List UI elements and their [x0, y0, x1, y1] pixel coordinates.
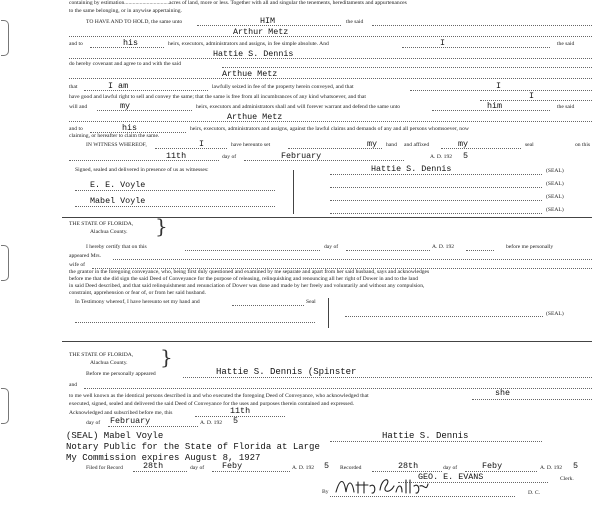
fill-year-1: 5 — [463, 151, 469, 161]
state-heading: THE STATE OF FLORIDA, — [69, 352, 134, 358]
certify-end: before me personally — [506, 244, 554, 250]
ad-label: A. D. 192 — [292, 465, 315, 471]
fill-line — [212, 471, 290, 472]
fill-line — [97, 110, 192, 111]
ad-prefix: A. D. 192 — [430, 154, 453, 160]
habendum-suffix: the said — [346, 19, 364, 25]
witness-on: on this — [575, 142, 591, 148]
known-line-2: executed, signed, sealed and delivered the said Deed of Conveyance for the uses and purposes therein contained and expressed. — [69, 401, 355, 407]
fill-him-2: him — [487, 101, 503, 111]
fill-filed-month: Feby — [222, 461, 243, 471]
fill-line — [84, 388, 592, 389]
seal-label: (SEAL) — [546, 194, 564, 200]
will-prefix: will and — [69, 104, 88, 110]
fill-line — [441, 148, 521, 149]
certify-line: I hereby certify that on this — [86, 244, 147, 250]
dower-body-4: constraint, apprehension or fear of, or from her said husband. — [69, 290, 207, 296]
witness-affixed: and affixed — [404, 142, 430, 148]
that-mid: lawfully seized in fee of the property herein conveyed, and that — [212, 84, 354, 90]
fill-i-2: I — [496, 81, 502, 91]
filed-for-record: Filed for Record — [86, 465, 123, 471]
dower-body-2: before me that she did sign the said Deed of Conveyance for the purpose of releasing, relinquishing and renouncing all her right of Dower in and to the land — [69, 276, 419, 282]
fill-filed-day: 28th — [143, 461, 164, 471]
will-mid: heirs, executors and administrators shall and will forever warrant and defend the same unto — [196, 104, 401, 110]
section-divider — [62, 217, 592, 218]
witness-prefix: IN WITNESS WHEREOF, — [86, 142, 147, 148]
witness-line — [75, 206, 275, 207]
his-line-end: the said — [557, 41, 575, 47]
fill-line — [108, 426, 198, 427]
fill-line — [466, 250, 494, 251]
seal-label: (SEAL) — [546, 181, 564, 187]
claiming-text: claiming, or hereafter to claim the same. — [69, 133, 160, 139]
his-line-text: heirs, executors, administrators and assigns, in fee simple absolute. And — [168, 41, 329, 47]
fill-him-1: HIM — [260, 16, 276, 26]
witness-bracket — [293, 170, 294, 214]
witness-hand: hand — [386, 142, 397, 148]
fill-line — [372, 25, 592, 26]
certify-day-of: day of — [324, 244, 339, 250]
ad-prefix: A. D. 192 — [200, 420, 223, 426]
fill-i-1: I — [440, 38, 446, 48]
seal-bracket — [328, 298, 329, 328]
fill-year-2: 5 — [233, 416, 239, 426]
deputy-clerk-signature — [332, 472, 432, 498]
fill-line — [232, 305, 304, 306]
will-end: the said — [557, 104, 575, 110]
have-good-text: have good and lawful right to sell and convey the same; that the same is free from all incumbrances of any kind whatsoever, and that — [69, 94, 366, 100]
fill-line — [155, 148, 227, 149]
fill-clerk-name: GEO. E. EVANS — [418, 472, 484, 482]
fill-she: she — [495, 388, 511, 398]
by-label: By — [322, 489, 329, 495]
signature-line — [330, 187, 542, 188]
fill-i-4: I — [199, 139, 205, 149]
signature-line — [330, 200, 542, 201]
brace: } — [160, 345, 173, 369]
county-heading: Alachua County. — [90, 360, 128, 366]
fill-signer-2: Hattie S. Dennis — [382, 431, 469, 441]
fill-rec-day: 28th — [398, 461, 419, 471]
recorded-label: Recorded — [340, 465, 362, 471]
clerk-label: Clerk. — [560, 476, 574, 482]
and-word: and — [69, 382, 78, 388]
before-me-text: Before me personally appeared — [86, 371, 156, 377]
day-of: day of — [443, 465, 458, 471]
fill-i-am: I am — [108, 81, 129, 91]
seal-word: Seal — [306, 299, 316, 305]
fill-line — [69, 36, 592, 37]
witness-line — [75, 190, 275, 191]
fill-day-2: 11th — [230, 406, 251, 416]
fill-line — [244, 160, 404, 161]
dower-body-3: in said Deed described, and that said relinquishment and renunciation of Dower was done and made by her freely and voluntarily and without any compulsion, — [69, 283, 425, 289]
fill-line — [69, 121, 592, 122]
acknowledged-text: Acknowledged and subscribed before me, this — [69, 410, 173, 416]
fill-my-2: my — [367, 139, 378, 149]
binder-hole — [1, 388, 9, 424]
fill-line — [75, 322, 315, 323]
signed-sealed-text: Signed, sealed and delivered in presence of us as witnesses: — [75, 167, 209, 173]
fill-his-1: his — [123, 38, 139, 48]
deputy-clerk-line — [330, 496, 515, 497]
fill-line — [84, 90, 208, 91]
fill-commission: My Commission expires August 8, 1927 — [66, 453, 261, 463]
fill-grantee-2: Arthue Metz — [222, 69, 278, 79]
that-prefix: that — [69, 84, 78, 90]
fill-line — [346, 250, 430, 251]
seal-label: (SEAL) — [546, 168, 564, 174]
fill-line — [222, 67, 592, 68]
fill-rec-year: 5 — [573, 461, 579, 471]
fill-line — [69, 160, 219, 161]
fill-line — [133, 471, 187, 472]
binder-hole — [1, 245, 9, 281]
fill-his-2: his — [122, 123, 138, 133]
intro-line-1: containing by estimation................................acres of land, more or less. Together with all and singular the tenements, hereditaments and appurtenances — [69, 0, 407, 6]
fill-witness-1: E. E. Voyle — [90, 180, 146, 190]
dc-label: D. C. — [528, 490, 540, 496]
state-heading: THE STATE OF FLORIDA, — [69, 221, 134, 227]
fill-line — [69, 58, 592, 59]
fill-notary-name: (SEAL) Mabel Voyle — [66, 431, 164, 441]
fill-i-3: I — [529, 91, 535, 101]
covenant-text: do hereby covenant and agree to and with the said — [69, 61, 181, 67]
fill-line — [185, 250, 320, 251]
fill-rec-month: Feby — [482, 461, 503, 471]
dower-body-1: the grantor in the foregoing conveyance, who, being first duly questioned and examined by me separate and apart from her said husband, says and acknowledges — [69, 269, 430, 275]
county-heading: Alachua County. — [90, 229, 128, 235]
signature-line — [330, 213, 542, 214]
fill-grantee-3: Arthue Metz — [227, 112, 283, 122]
day-of: day of — [222, 154, 237, 160]
wife-of: wife of — [69, 262, 85, 268]
fill-filed-year: 5 — [324, 461, 330, 471]
section-divider — [62, 341, 592, 342]
seal-label: (SEAL) — [546, 207, 564, 213]
intro-line-2: to the same belonging, or in anywise appertaining. — [69, 8, 182, 14]
fill-line — [183, 377, 592, 378]
seal-label: (SEAL) — [546, 311, 564, 317]
fill-line — [69, 78, 592, 79]
and-to-rest: heirs, executors, administrators and assigns, against the lawful claims and demands of any and all persons whomsoever, now — [190, 126, 469, 132]
day-of: day of — [190, 465, 205, 471]
fill-line — [113, 259, 592, 260]
fill-appeared: Hattie S. Dennis (Spinster — [216, 367, 357, 377]
fill-line — [402, 47, 550, 48]
fill-grantor-1: Hattie S. Dennis — [213, 49, 294, 59]
appeared-mrs: appeared Mrs. — [69, 253, 101, 259]
fill-line — [195, 416, 285, 417]
fill-day-1: 11th — [166, 151, 187, 161]
fill-witness-2: Mabel Voyle — [90, 196, 146, 206]
his-line-prefix: and to — [69, 41, 83, 47]
and-to-prefix: and to — [69, 126, 83, 132]
day-of: day of — [86, 420, 101, 426]
witness-mid: have hereunto set — [231, 142, 271, 148]
ad-label: A. D. 192 — [540, 465, 563, 471]
signature-line — [345, 316, 543, 317]
fill-month-1: February — [281, 151, 322, 161]
signature-line — [330, 441, 542, 442]
fill-my-1: my — [120, 101, 131, 111]
fill-month-2: February — [110, 416, 151, 426]
testimony-line: In Testimony whereof, I have hereunto set my hand and — [75, 299, 200, 305]
fill-grantee-1: Arthur Metz — [233, 27, 289, 37]
known-line-1: to me well known as the identical persons described in and who executed the foregoing Deed of Conveyance, who acknowledged that — [69, 393, 369, 399]
fill-signer-1: Hattie S. Dennis — [371, 164, 452, 174]
habendum-prefix: TO HAVE AND TO HOLD, the same unto — [86, 19, 183, 25]
witness-seal: seal — [525, 142, 534, 148]
signature-line — [330, 174, 542, 175]
fill-my-3: my — [458, 139, 469, 149]
binder-hole — [1, 20, 9, 56]
fill-line — [472, 399, 592, 400]
certify-ad: A. D. 192 — [432, 244, 455, 250]
brace: } — [155, 214, 168, 238]
fill-notary-title: Notary Public for the State of Florida at Large — [66, 442, 320, 452]
